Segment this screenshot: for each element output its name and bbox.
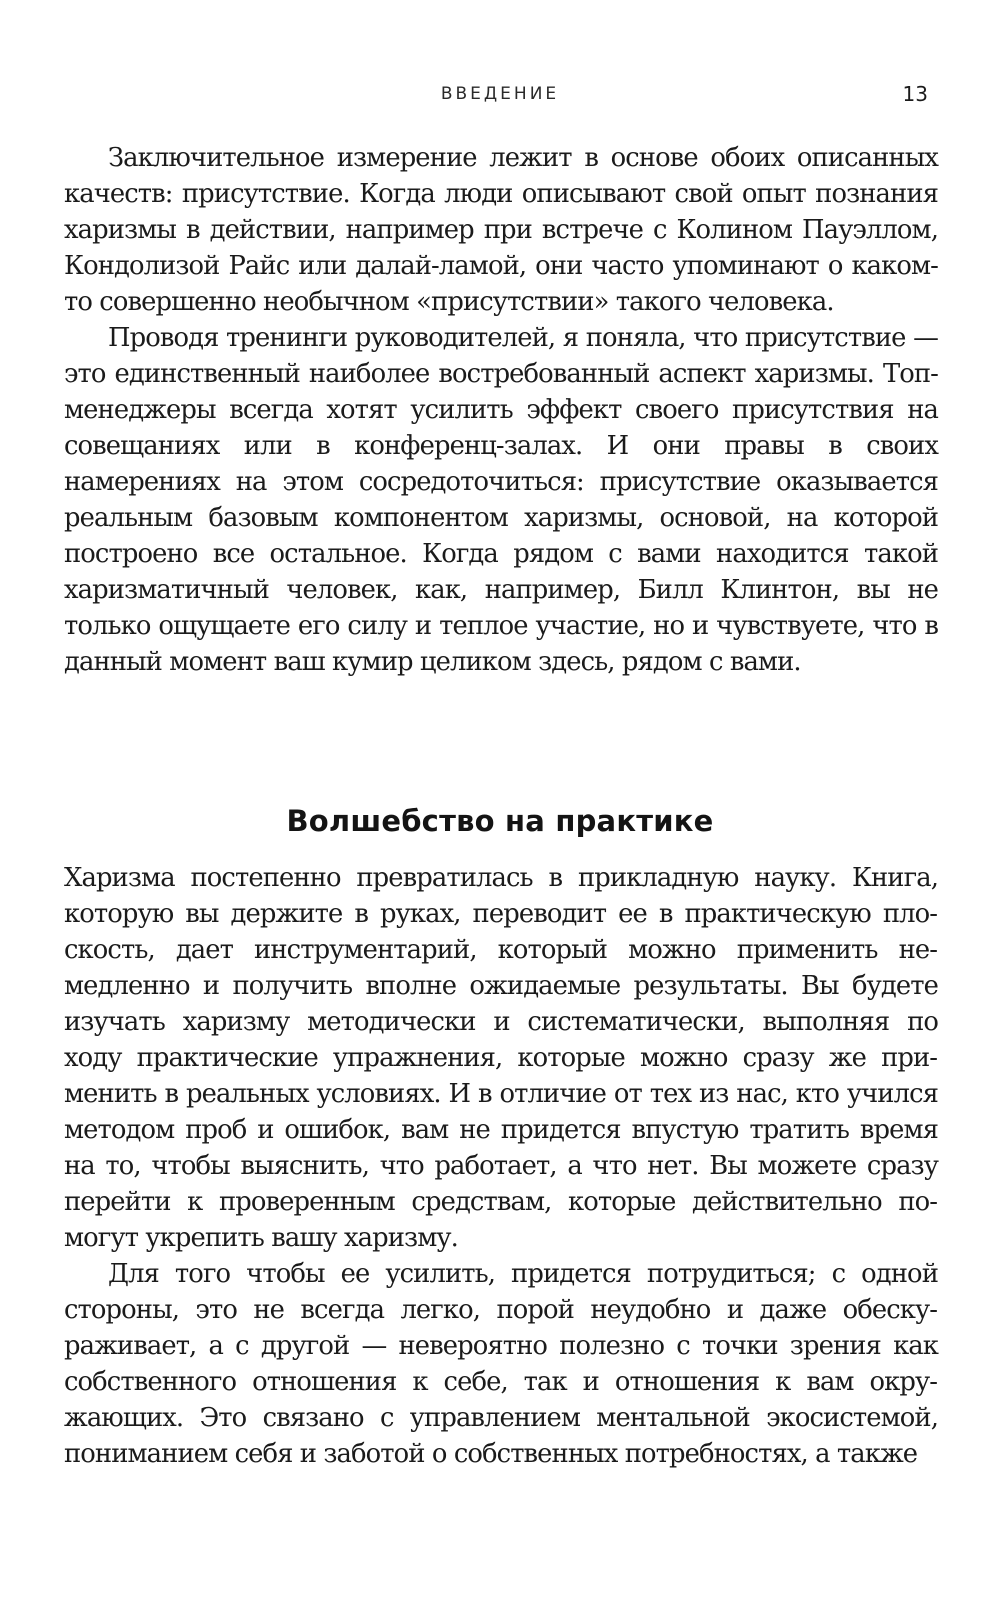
- section-heading: Волшебство на практике: [286, 804, 714, 839]
- paragraph-effort-required: Для того чтобы ее усилить, придется потрудиться; с одной стороны, это не всегда легко, порой неудобно и даже обескураживает, а с другой — невероятно полезно с точки зрения как собственного отношения к себе, так и отношения к вам окружающих. Это связано с управлением ментальной экосистемой, пониманием себя и заботой о собственных потребностях, а также: [64, 1259, 938, 1469]
- page-number: 13: [902, 82, 928, 106]
- practice-text-block: [64, 860, 938, 1472]
- running-head-section-title: ВВЕДЕНИЕ: [440, 84, 560, 104]
- paragraph-applied-science: Харизма постепенно превратилась в прикладную науку. Книга, которую вы держите в руках, переводит ее в практическую плоскость, дает инструментарий, который можно применить немедленно и получить вполне ожидаемые результаты. Вы будете изучать харизму методически и систематически, выполняя по ходу практические упражнения, которые можно сразу же применить в реальных условиях. И в отличие от тех из нас, кто учился методом проб и ошибок, вам не придется впустую тратить время на то, чтобы выяснить, что работает, а что нет. Вы можете сразу перейти к проверенным средствам, которые действительно помогут укрепить вашу харизму.: [64, 863, 938, 1253]
- paragraph-executive-trainings: Проводя тренинги руководителей, я поняла, что присутствие — это единственный наиболее востребованный аспект харизмы. Топ-менеджеры всегда хотят усилить эффект своего присутствия на совещаниях или в конференц-залах. И они правы в своих намерениях на этом сосредоточиться: присутствие оказывается реальным базовым компонентом харизмы, основой, на которой построено все остальное. Когда рядом с вами находится такой харизматичный человек, как, например, Билл Клинтон, вы не только ощущаете его силу и теплое участие, но и чувствуете, что в данный момент ваш кумир целиком здесь, рядом с вами.: [64, 323, 938, 677]
- intro-text-block: [64, 140, 938, 680]
- paragraph-presence-dimension: Заключительное измерение лежит в основе обоих описанных качеств: присутствие. Когда люди описывают свой опыт познания харизмы в действии, например при встрече с Колином Пауэллом, Кондолизой Райс или далай-ламой, они часто упоминают о каком-то совершенно необычном «присутствии» такого человека.: [64, 143, 938, 317]
- running-head: [0, 84, 1000, 110]
